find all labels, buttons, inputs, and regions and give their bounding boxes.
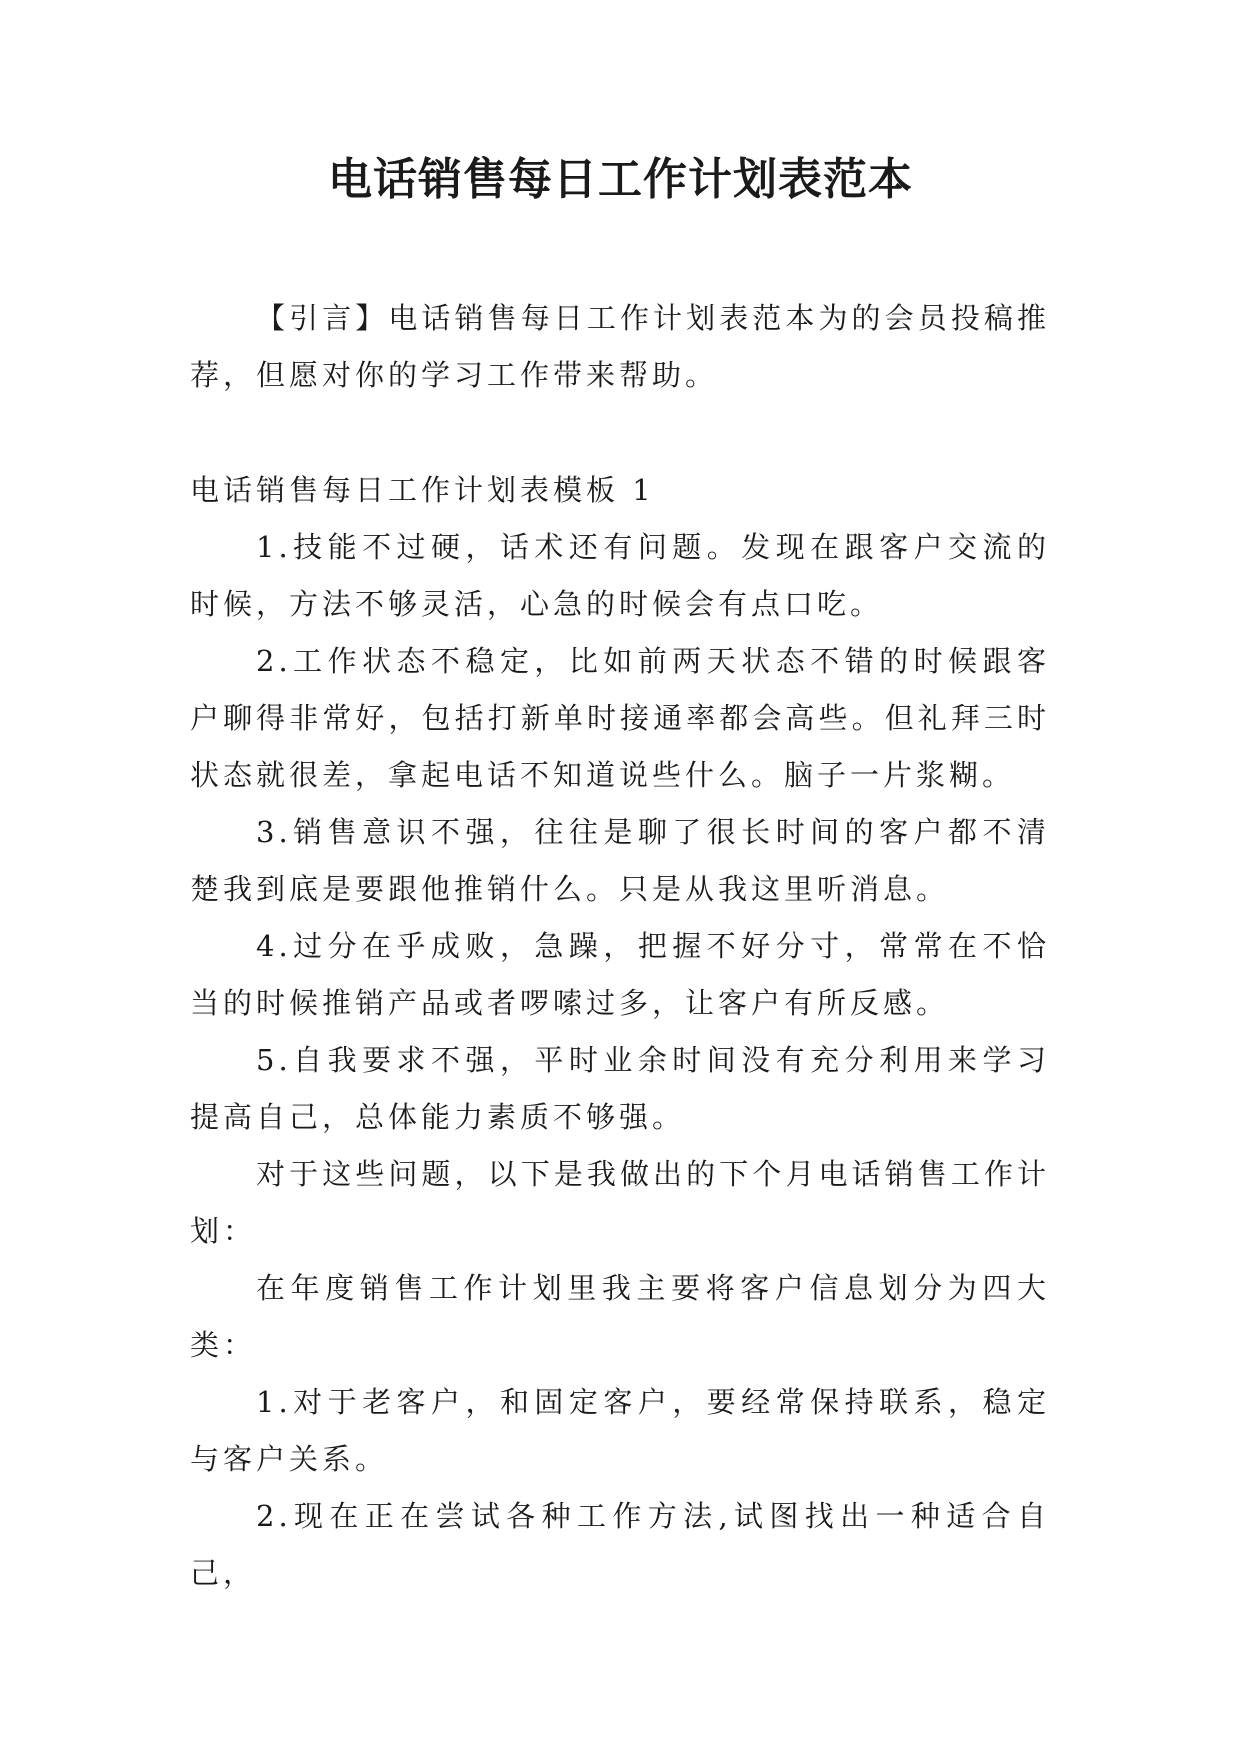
- body-paragraph-4: 4.过分在乎成败，急躁，把握不好分寸，常常在不恰当的时候推销产品或者啰嗦过多，让客户有所反感。: [190, 929, 1050, 1020]
- section-heading: 电话销售每日工作计划表模板 1: [190, 473, 655, 507]
- body-paragraph-8: 1.对于老客户，和固定客户，要经常保持联系，稳定与客户关系。: [190, 1385, 1050, 1476]
- body-paragraph-7: 在年度销售工作计划里我主要将客户信息划分为四大类：: [190, 1271, 1050, 1362]
- body-paragraph-2: 2.工作状态不稳定，比如前两天状态不错的时候跟客户聊得非常好，包括打新单时接通率都会高些。但礼拜三时状态就很差，拿起电话不知道说些什么。脑子一片浆糊。: [190, 644, 1050, 792]
- document-title: 电话销售每日工作计划表范本: [328, 154, 913, 205]
- body-paragraph-6: 对于这些问题，以下是我做出的下个月电话销售工作计划：: [190, 1157, 1050, 1248]
- body-paragraph-5: 5.自我要求不强，平时业余时间没有充分利用来学习提高自己，总体能力素质不够强。: [190, 1043, 1050, 1134]
- body-paragraph-3: 3.销售意识不强，往往是聊了很长时间的客户都不清楚我到底是要跟他推销什么。只是从我这里听消息。: [190, 815, 1050, 906]
- body-paragraph-1: 1.技能不过硬，话术还有问题。发现在跟客户交流的时候，方法不够灵活，心急的时候会有点口吃。: [190, 530, 1050, 621]
- document-body: [190, 290, 1050, 1602]
- intro-paragraph: 【引言】电话销售每日工作计划表范本为的会员投稿推荐，但愿对你的学习工作带来帮助。: [190, 301, 1050, 392]
- body-paragraph-9: 2.现在正在尝试各种工作方法,试图找出一种适合自己，: [190, 1499, 1050, 1590]
